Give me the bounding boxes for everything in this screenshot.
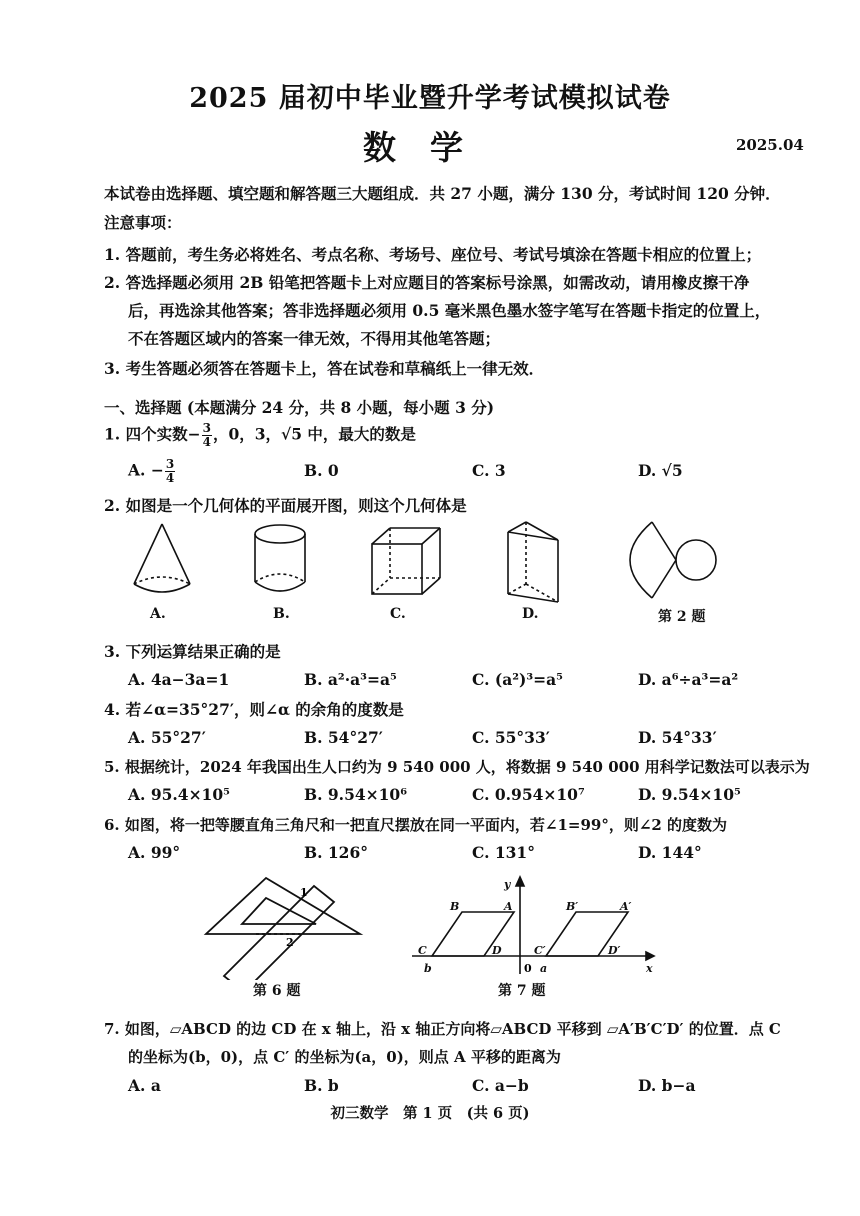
q7-option-c: C. a−b	[472, 1076, 529, 1095]
intro-text: 本试卷由选择题、填空题和解答题三大题组成．共 27 小题，满分 130 分，考试时间 120 分钟．	[104, 184, 781, 203]
q7-figure	[408, 874, 658, 978]
note-3: 3. 考生答题必须答在答题卡上，答在试卷和草稿纸上一律无效．	[104, 359, 545, 378]
section-heading: 一、选择题 (本题满分 24 分，共 8 小题，每小题 3 分)	[104, 398, 495, 417]
parallelogram-abcd	[432, 912, 514, 956]
q7-option-d: D. b−a	[638, 1076, 696, 1095]
q5-option-b: B. 9.54×10⁶	[304, 785, 407, 804]
svg-text:A: A	[504, 900, 513, 913]
q2-label-c: C.	[390, 606, 406, 622]
q3-option-b: B. a²·a³=a⁵	[304, 670, 397, 689]
q4-option-a: A. 55°27′	[128, 728, 206, 747]
q7-caption: 第 7 题	[498, 983, 546, 999]
q4-option-c: C. 55°33′	[472, 728, 550, 747]
svg-text:A′: A′	[620, 900, 632, 913]
exam-title: 2025 届初中毕业暨升学考试模拟试卷	[189, 83, 671, 114]
q2-label-b: B.	[273, 606, 290, 622]
angle-2-label: 2	[286, 936, 294, 949]
question-3: 3. 下列运算结果正确的是	[104, 642, 281, 661]
q1-prefix: 1. 四个实数−	[104, 424, 201, 444]
angle-1-label: 1	[300, 886, 308, 899]
net-figure	[630, 522, 716, 598]
q2-label-d: D.	[522, 606, 539, 622]
q1-suffix: ，0，3，√5 中，最大的数是	[212, 424, 416, 444]
question-6: 6. 如图，将一把等腰直角三角尺和一把直尺摆放在同一平面内，若∠1=99°，则∠2 的度数为	[104, 816, 728, 834]
cube-figure	[372, 528, 440, 594]
ruler	[224, 886, 334, 980]
q1-fraction: $\frac{3}{4}$	[202, 421, 211, 449]
q3-option-c: C. (a²)³=a⁵	[472, 670, 563, 689]
q5-option-a: A. 95.4×10⁵	[128, 785, 230, 804]
note-2-cont: 后，再选涂其他答案；答非选择题必须用 0.5 毫米黑色墨水签字笔写在答题卡指定的位置上，	[128, 301, 771, 320]
q6-option-a: A. 99°	[128, 843, 181, 862]
notes-title: 注意事项：	[104, 213, 182, 232]
q7-option-b: B. b	[304, 1076, 339, 1095]
svg-text:b: b	[424, 962, 432, 975]
q3-option-d: D. a⁶÷a³=a²	[638, 670, 739, 689]
q1-option-a: A. − $\frac{3}{4}$	[128, 457, 175, 485]
cone-figure	[134, 524, 190, 592]
svg-text:B′: B′	[566, 900, 579, 913]
svg-text:D′: D′	[608, 944, 621, 957]
note-2: 2. 答选择题必须用 2B 铅笔把答题卡上对应题目的答案标号涂黑，如需改动，请用橡皮擦干净	[104, 273, 750, 292]
q5-option-d: D. 9.54×10⁵	[638, 785, 741, 804]
q6-option-c: C. 131°	[472, 843, 535, 862]
cylinder-figure	[255, 525, 305, 591]
q6-option-d: D. 144°	[638, 843, 702, 862]
question-1	[104, 422, 416, 449]
note-2-cont2: 不在答题区域内的答案一律无效，不得用其他笔答题；	[128, 329, 501, 348]
q4-option-d: D. 54°33′	[638, 728, 717, 747]
question-4: 4. 若∠α=35°27′，则∠α 的余角的度数是	[104, 700, 404, 719]
question-7-cont: 的坐标为(b，0)，点 C′ 的坐标为(a，0)，则点 A 平移的距离为	[128, 1048, 561, 1066]
question-7: 7. 如图，▱ABCD 的边 CD 在 x 轴上，沿 x 轴正方向将▱ABCD 平移到 ▱A′B′C′D′ 的位置．点 C	[104, 1020, 781, 1038]
exam-date: 2025.04	[736, 136, 804, 154]
q1-option-c: C. 3	[472, 461, 506, 480]
page-footer: 初三数学 第 1 页 (共 6 页)	[330, 1105, 530, 1122]
svg-text:0: 0	[524, 962, 532, 975]
note-1: 1. 答题前，考生务必将姓名、考点名称、考场号、座位号、考试号填涂在答题卡相应的位置上；	[104, 245, 762, 264]
q1-option-d: D. √5	[638, 461, 683, 480]
svg-text:C′: C′	[534, 944, 546, 957]
q5-option-c: C. 0.954×10⁷	[472, 785, 585, 804]
q2-caption: 第 2 题	[658, 609, 706, 625]
prism-figure	[508, 522, 558, 602]
question-5: 5. 根据统计，2024 年我国出生人口约为 9 540 000 人，将数据 9 540 000 用科学记数法可以表示为	[104, 758, 810, 776]
svg-text:B: B	[450, 900, 460, 913]
svg-text:y: y	[504, 878, 511, 891]
q4-option-b: B. 54°27′	[304, 728, 383, 747]
q1-option-b: B. 0	[304, 461, 339, 480]
svg-text:x: x	[646, 962, 653, 975]
q6-option-b: B. 126°	[304, 843, 368, 862]
svg-text:C: C	[418, 944, 427, 957]
q2-label-a: A.	[150, 606, 166, 622]
q6-figure	[196, 872, 366, 980]
q2-figures	[120, 518, 740, 628]
subject-title: 数学	[363, 128, 497, 167]
svg-text:D: D	[492, 944, 502, 957]
svg-text:a: a	[540, 962, 548, 975]
q7-option-a: A. a	[128, 1076, 161, 1095]
q3-option-a: A. 4a−3a=1	[128, 670, 230, 689]
q6-caption: 第 6 题	[253, 983, 301, 999]
question-2: 2. 如图是一个几何体的平面展开图，则这个几何体是	[104, 496, 467, 515]
